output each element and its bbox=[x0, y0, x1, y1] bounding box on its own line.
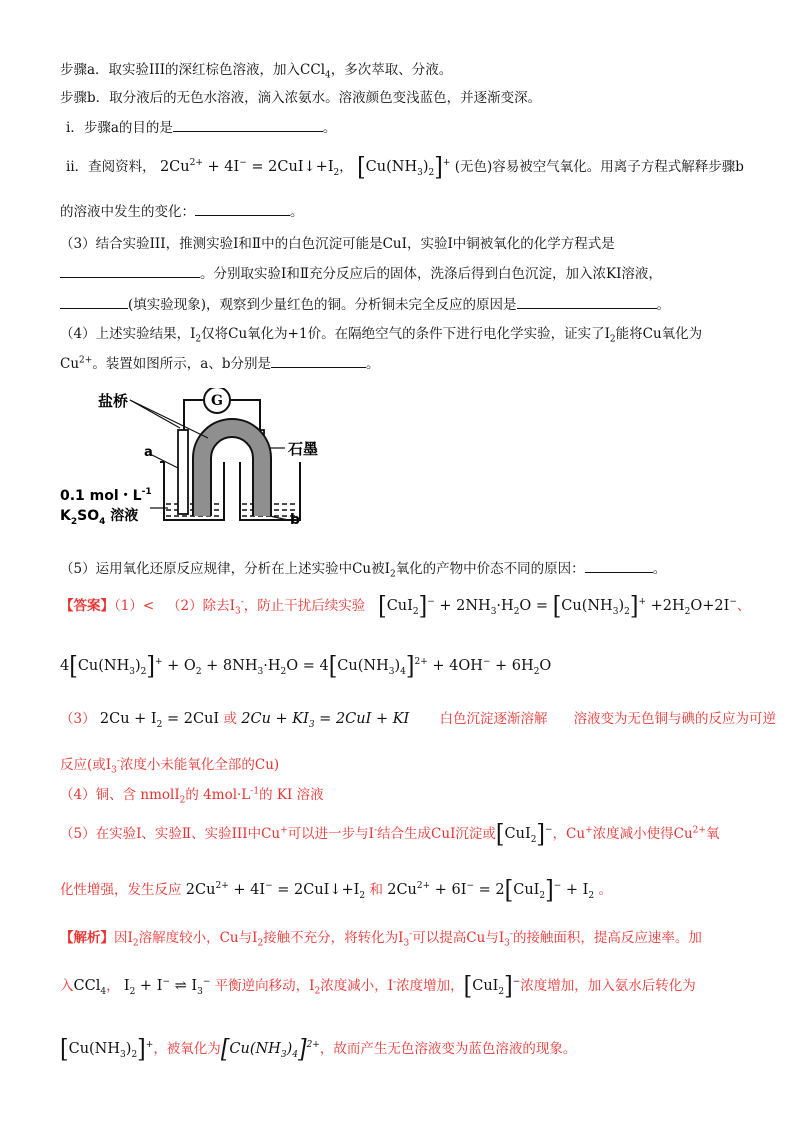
question-ii-line2: 的溶液中发生的变化： 。 bbox=[60, 204, 304, 220]
equation-cu-i: $2Cu^{2+} + 4I^-$ = $2CuI↓+I_2$ bbox=[159, 158, 340, 178]
answer-blank[interactable] bbox=[60, 296, 128, 309]
analysis-line1: 【解析】因$I_2$溶解度较小，Cu与$I_2$接触不充分，将转化为$I_3^-$可以提高Cu与$I_3^-$的接触面积，提高反应速率。加 bbox=[60, 929, 702, 949]
answer-line3b: 反应(或$I_3^-$浓度小未能氧化全部的Cu) bbox=[60, 756, 280, 776]
question-3-line1: （3）结合实验III，推测实验Ⅰ和Ⅱ中的白色沉淀可能是CuI，实验Ⅰ中铜被氧化的化学方程式是 bbox=[60, 236, 615, 252]
graphite-label: 石墨 bbox=[288, 440, 319, 458]
answer-blank[interactable] bbox=[271, 355, 366, 368]
question-3-line3: (填实验现象)，观察到少量红色的铜。分析铜未完全反应的原因是 。 bbox=[60, 296, 670, 314]
galvanometer-label: G bbox=[211, 393, 223, 409]
complex-cu-nh3: $[Cu(NH_3)_2]^+$ bbox=[357, 153, 451, 182]
solution-name-label: $K_2SO_4$ 溶液 bbox=[60, 508, 139, 527]
question-i: ⅰ．步骤a的目的是 。 bbox=[66, 120, 337, 136]
equation-oxidation: $4[Cu(NH_3)_2]^+ + O_2 + 8NH_3\cdot H_2O = 4[Cu(NH_3)_4]^{2+} + 4OH^- + 6H_2O$ bbox=[60, 652, 552, 681]
answer-blank[interactable] bbox=[195, 203, 290, 216]
answer-line1: 【答案】（1）< （2）除去$I_3^-$，防止干扰后续实验 $[CuI_2]^- + 2NH_3\cdot H_2O = [Cu(NH_3)_2]^+ +2H_2O+2I^-$、 bbox=[60, 592, 751, 621]
analysis-line2: 入CCl$_4$， $I_2 + I^-$ ⇌ $I_3^-$ 平衡逆向移动，$I_2$浓度减小，I-浓度增加，[CuI$_2$]−浓度增加，加入氨水后转化为 bbox=[60, 972, 696, 1001]
answer-blank[interactable] bbox=[517, 296, 657, 309]
analysis-line3: $[Cu(NH_3)_2]^+$，被氧化为$[Cu(NH_3)_4]^{2+}$，故而产生无色溶液变为蓝色溶液的现象。 bbox=[60, 1035, 577, 1064]
answer-line5: （5）在实验Ⅰ、实验Ⅱ、实验III中Cu+可以进一步与I-结合生成CuI沉淀或[CuI$_2$]−，Cu+浓度减小使得$Cu^{2+}$氧 bbox=[60, 820, 720, 849]
answer-blank[interactable] bbox=[585, 560, 653, 573]
question-3-line2: 。分别取实验Ⅰ和Ⅱ充分反应后的固体，洗涤后得到白色沉淀，加入浓KI溶液， bbox=[60, 265, 662, 283]
question-4-line2: $Cu^{2+}$。装置如图所示，a、b分别是 。 bbox=[60, 355, 380, 372]
question-4-line1: （4）上述实验结果，$I_2$仅将Cu氧化为+1价。在隔绝空气的条件下进行电化学实验，证实了$I_2$能将Cu氧化为 bbox=[60, 326, 703, 345]
answer-line4: （4）铜、含 nmolI$_2$的 $4mol\cdot L^{-1}$的 KI 溶液 bbox=[60, 786, 324, 806]
step-b: 步骤b．取分液后的无色水溶液，滴入浓氨水。溶液颜色变浅蓝色，并逐渐变深。 bbox=[60, 90, 542, 106]
equation-cui2-nh3: $[CuI_2]^- + 2NH_3\cdot H_2O = [Cu(NH_3)_2]^+ +2H_2O+2I^-$ bbox=[378, 592, 737, 621]
electrode-b-label: b bbox=[290, 512, 301, 528]
question-5: （5）运用氧化还原反应规律，分析在上述实验中Cu被$I_2$氧化的产物中价态不同的原因： 。 bbox=[60, 561, 667, 580]
wire-left bbox=[184, 400, 203, 430]
answer-blank[interactable] bbox=[173, 119, 323, 132]
answer-blank[interactable] bbox=[60, 265, 200, 278]
step-a: 步骤a．取实验III的深红棕色溶液，加入CCl$_4$，多次萃取、分液。 bbox=[60, 62, 453, 81]
electrode-a-label: a bbox=[144, 445, 153, 460]
salt-bridge-label: 盐桥 bbox=[98, 392, 129, 410]
question-ii: ⅱ．查阅资料， $2Cu^{2+} + 4I^-$ = $2CuI↓+I_2$， $[Cu(NH_3)_2]^+$ (无色)容易被空气氧化。用离子方程式解释步骤b bbox=[66, 153, 744, 182]
equation-cu-ki3: $2Cu + KI_3 = 2CuI$ + KI bbox=[241, 711, 410, 730]
answer-line3: （3） $2Cu + I_2 = 2CuI$ 或 $2Cu + KI_3 = 2CuI$ + KI 白色沉淀逐渐溶解 溶液变为无色铜与碘的反应为可逆 bbox=[60, 711, 777, 730]
answer-line5b: 化性增强，发生反应 $2Cu^{2+} + 4I^-$ = $2CuI↓+I_2$ 和 $2Cu^{2+} + 6I^- = 2[CuI_2]^- + I_2$ 。 bbox=[60, 876, 612, 905]
electrode-a bbox=[178, 430, 188, 514]
electrochemical-cell-diagram bbox=[60, 388, 320, 538]
solution-concentration-label: 0.1 mol・$L^{-1}$ bbox=[60, 487, 152, 504]
equation-cu-i2: $2Cu + I_2 = 2CuI$ bbox=[99, 711, 220, 730]
